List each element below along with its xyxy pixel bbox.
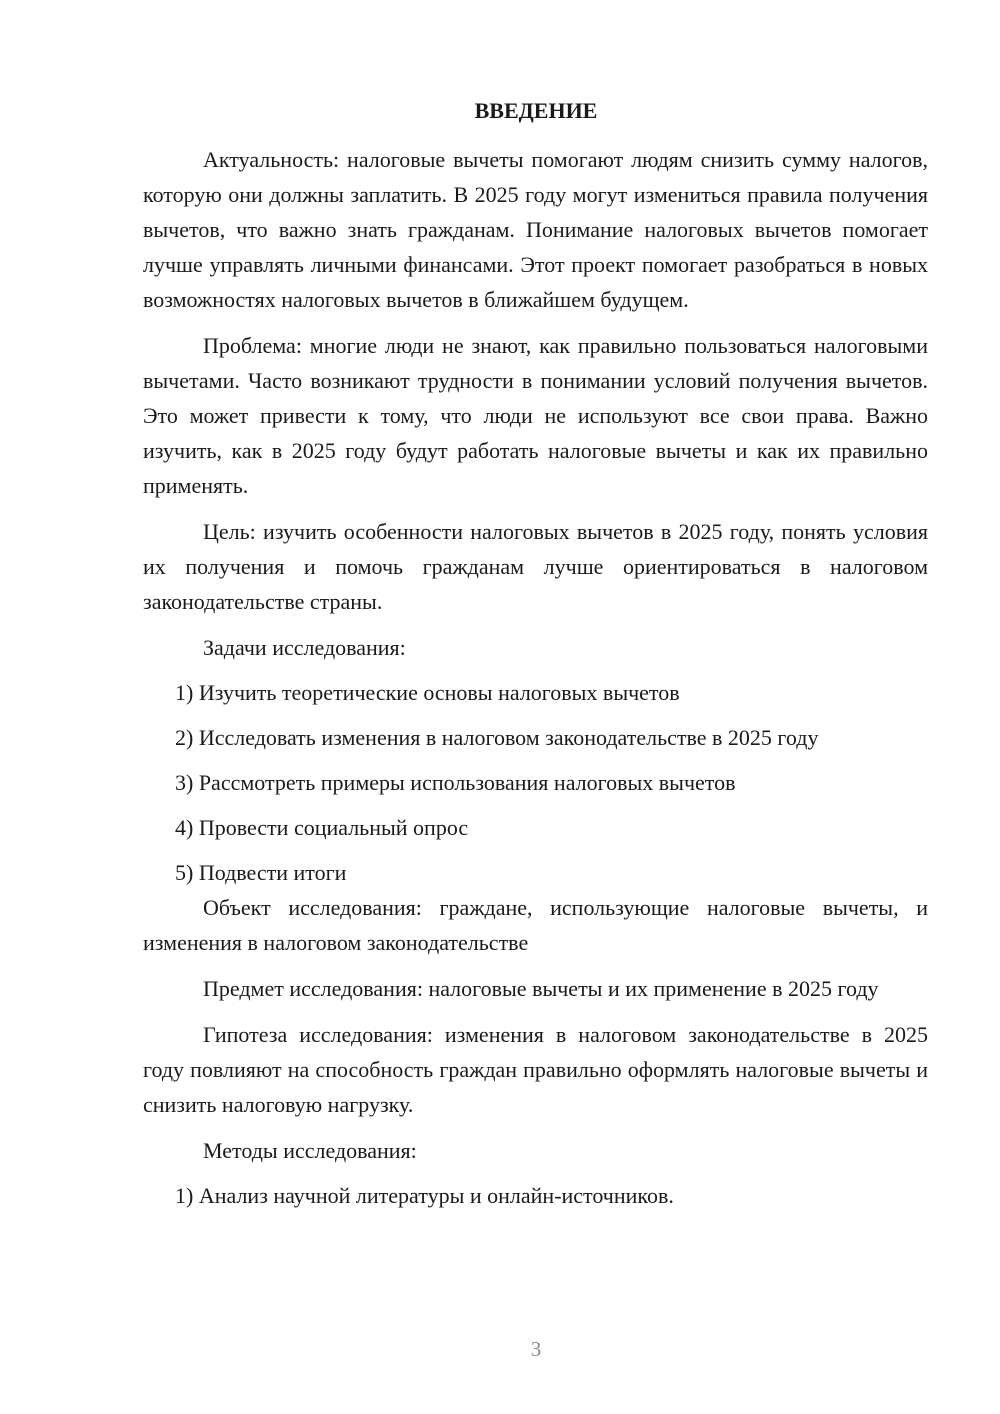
list-item: 3) Рассмотреть примеры использования налоговых вычетов <box>175 770 736 795</box>
section-title: ВВЕДЕНИЕ <box>474 98 598 123</box>
subject-paragraph: Предмет исследования: налоговые вычеты и их применение в 2025 году <box>203 976 879 1001</box>
document-body <box>143 142 928 1213</box>
list-item: 1) Изучить теоретические основы налоговых вычетов <box>175 680 680 705</box>
page-number: 3 <box>530 1337 542 1361</box>
list-item: 4) Провести социальный опрос <box>175 815 469 840</box>
tasks-heading: Задачи исследования: <box>203 635 406 660</box>
methods-heading: Методы исследования: <box>203 1138 417 1163</box>
problem-paragraph: Проблема: многие люди не знают, как правильно пользоваться налоговыми вычетами. Часто возникают трудности в понимании условий получения вычетов. Это может привести к тому, что люди не используют все свои права. Важно изучить, как в 2025 году будут работать налоговые вычеты и как их правильно применять. <box>143 333 928 498</box>
object-paragraph: Объект исследования: граждане, использующие налоговые вычеты, и изменения в налоговом законодательстве <box>143 895 928 955</box>
list-item: 2) Исследовать изменения в налоговом законодательстве в 2025 году <box>175 725 819 750</box>
list-item: 1) Анализ научной литературы и онлайн-источников. <box>175 1183 674 1208</box>
hypothesis-paragraph: Гипотеза исследования: изменения в налоговом законодательстве в 2025 году повлияют на способность граждан правильно оформлять налоговые вычеты и снизить налоговую нагрузку. <box>143 1022 928 1117</box>
methods-list <box>143 1178 928 1213</box>
goal-paragraph: Цель: изучить особенности налоговых вычетов в 2025 году, понять условия их получения и помочь гражданам лучше ориентироваться в налоговом законодательстве страны. <box>143 519 928 614</box>
tasks-list <box>143 675 928 890</box>
list-item: 5) Подвести итоги <box>175 860 347 885</box>
relevance-paragraph: Актуальность: налоговые вычеты помогают людям снизить сумму налогов, которую они должны заплатить. В 2025 году могут измениться правила получения вычетов, что важно знать гражданам. Понимание налоговых вычетов помогает лучше управлять личными финансами. Этот проект помогает разобраться в новых возможностях налоговых вычетов в ближайшем будущем. <box>143 147 928 312</box>
